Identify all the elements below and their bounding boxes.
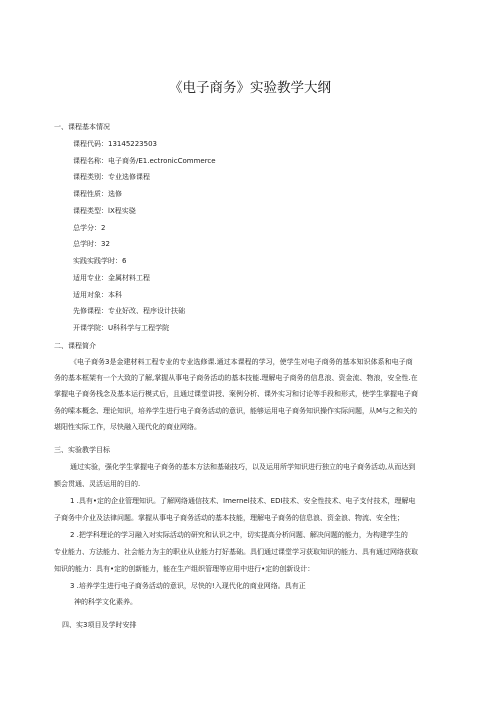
intro-paragraph-line: 《电子商务3是金建材料工程专业的专业选修课.通过本课程的学习，使学生对电子商务的基本知识体系和电子商 [70, 358, 413, 366]
info-line: 课程类别：专业选修课程 [73, 173, 150, 181]
info-line: 课程性质：选修 [73, 190, 122, 198]
info-line: 适用专业：金属材料工程 [73, 274, 150, 282]
goals-item-line: 1 .具有•定的企业管理知识。了解网络通信技术、Imernel技术、EDI技术、安全性技术、电子支付技术，理解电 [70, 497, 416, 505]
info-line: 课程代码：13145223503 [73, 140, 157, 148]
goals-item-line: 子商务中介业及法律问题。掌握从事电子商务活动的基本技能，理解电子商务的信息浪、资金浪、物流、安全性； [54, 514, 404, 522]
info-line: 总学分：2 [73, 224, 106, 232]
goals-paragraph-line: 额会贯通、灵活运用的目的. [54, 480, 141, 488]
intro-paragraph-line: 务的嗦本概念、理论知识，培养学生进行电子商务活动的意识，能够运用电子商务知识操作实际问题，从M与之和关的 [54, 407, 418, 415]
section-heading-intro: 二、课程简介 [54, 342, 96, 350]
intro-paragraph-line: 掌握电子商务栈念及基本运行模式后，且通过课堂讲授、案例分析、课外实习和讨论等手段和形式，使学生掌握电子商 [54, 390, 418, 398]
goals-item-line: 专业能力、方法能力、社会能力为主的职业从业能力打好基础。具们通过课堂学习获取知识的能力、具有通过网络获取 [54, 548, 418, 556]
info-line: 先修课程：专业好改、程序设计扶础 [73, 307, 185, 315]
goals-item-line: 2 .把学科理论的学习融入对实际活动的研究和认识之中，切实提高分析问题、解决问题的能力，为构建学生的 [70, 531, 408, 539]
info-line: 开课学院：U科科学与工程学院 [73, 324, 170, 332]
info-line: 总学时：32 [73, 240, 110, 248]
goals-item-line: 神的科学文化素养。 [74, 598, 137, 606]
page-title: 《电子商务》实验教学大纲 [169, 80, 331, 96]
info-line: 课程名称：电子商务/E1.ectronicCommerce [73, 157, 216, 165]
section-heading-schedule: 四、实3项目及学时安排 [62, 621, 137, 629]
section-heading-goals: 三、实验教学目标 [54, 446, 110, 454]
goals-item-line: 3 .培养学生进行电子商务活动的意识，尽快的!入现代化的商业网络。具有正 [70, 582, 306, 590]
info-line: 适用对象：本科 [73, 291, 122, 299]
goals-item-line: 知识的能力：具有•定的创新能力，能在生产组织管理等应用中进行•定的创新设计： [54, 565, 315, 573]
intro-paragraph-line: 务的基本框架有一个大致的了解,掌握从事电子商务活动的基本技能.理解电子商务的信息浪、资金流、物浪，安全性.在 [54, 374, 418, 382]
info-line: 实践实践学时：6 [73, 257, 127, 265]
section-heading-basic-info: 一、课程基本情况 [54, 123, 110, 131]
info-line: 课程类型：lX程实骁 [73, 207, 136, 215]
goals-paragraph-line: 通过实验，强化学生掌握电子商务的基本方法和基础技巧，以及运用所学知识进行独立的电子商务活动,从而达到 [70, 463, 416, 471]
intro-paragraph-line: 堪阳性实际工作，尽快融入现代化的商业网络。 [54, 423, 201, 431]
